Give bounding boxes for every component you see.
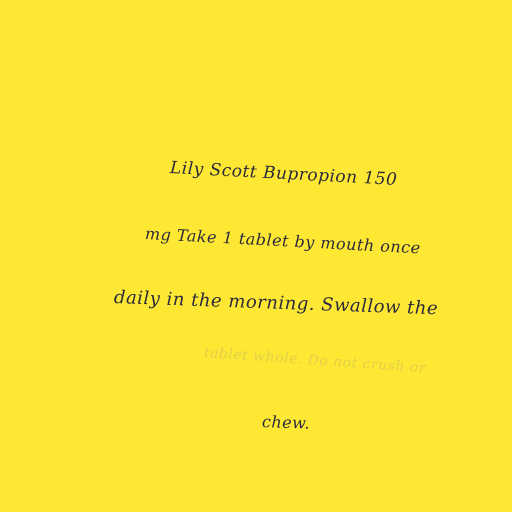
note-line-faded: tablet whole. Do not crush or [203, 345, 427, 377]
note-line-frequency: daily in the morning. Swallow the [113, 287, 439, 320]
note-line-dose: mg Take 1 tablet by mouth once [144, 224, 422, 258]
note-line-patient-drug: Lily Scott Bupropion 150 [169, 158, 398, 190]
note-line-end: chew. [261, 412, 311, 433]
